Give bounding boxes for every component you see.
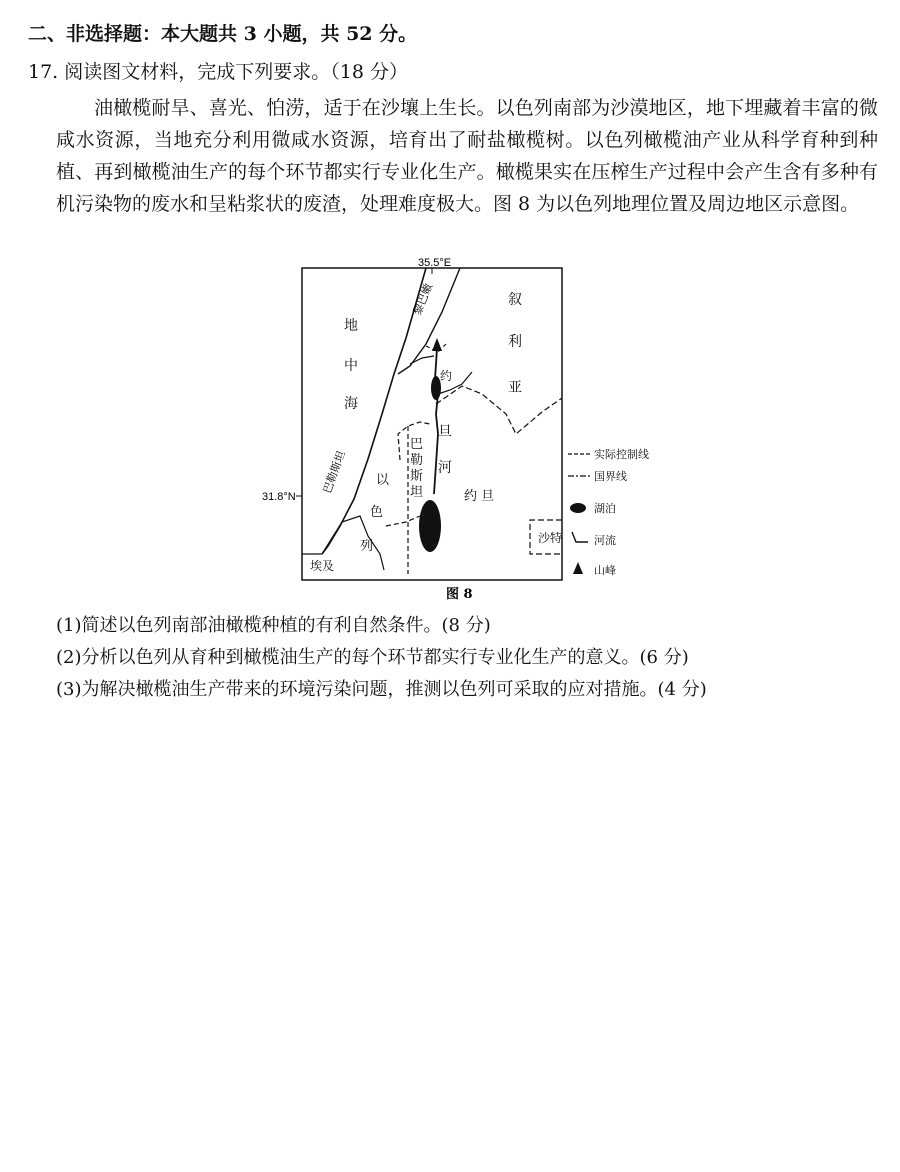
question-2: (2)分析以色列从育种到橄榄油生产的每个环节都实行专业化生产的意义。(6 分) [56,647,689,668]
jordan-label: 约 旦 [464,489,495,504]
legend-border-label: 国界线 [594,470,627,483]
syria-label-1: 叙 [508,292,522,308]
israel-label-3: 列 [360,539,374,554]
dead-sea [419,500,441,552]
israel-label-2: 色 [370,505,384,520]
question-1: (1)简述以色列南部油橄榄种植的有利自然条件。(8 分) [56,615,491,636]
palestine-south-line [386,516,420,526]
question-intro: 17. 阅读图文材料，完成下列要求。（18 分） [28,61,408,83]
legend-control-line-label: 实际控制线 [594,448,649,461]
legend-river-icon [572,532,588,542]
section-header: 二、非选择题：本大题共 3 小题，共 52 分。 [28,23,418,45]
mediterranean-label-3: 海 [344,396,358,412]
mountain-peak [432,338,442,351]
figure-8-map [250,254,670,604]
passage: 油橄榄耐旱、喜光、怕涝，适于在沙壤上生长。以色列南部为沙漠地区，地下埋藏着丰富的微咸水资源，当地充分利用微咸水资源，培育出了耐盐橄榄树。以色列橄榄油产业从科学育种到种植、再到橄榄油生产的每个环节都实行专业化生产。橄榄果实在压榨生产过程中会产生含有多种有机污染物的废水和呈粘浆状的废渣，处理难度极大。图 8 为以色列地理位置及周边地区示意图。 [56,97,878,215]
jordan-river-label-3: 河 [438,460,452,476]
mediterranean-label-2: 中 [344,358,358,374]
jordan-river-label-2: 旦 [438,424,452,440]
mediterranean-label-1: 地 [344,318,358,334]
lebanon-border [398,268,460,374]
syria-jordan-border [436,386,562,434]
legend-lake-icon [570,503,586,513]
palestine-label-3: 斯 [410,469,424,484]
egypt-label: 埃及 [310,559,335,573]
longitude-label: 35.5°E [418,257,452,269]
lebanon-label: 黎巴嫩 [410,281,436,318]
palestine-label-2: 勒 [410,453,424,468]
map-svg [250,254,670,604]
latitude-label: 31.8°N [262,491,296,503]
legend-river-label: 河流 [594,534,616,547]
palestine-west-label: 巴勒斯坦 [320,449,348,496]
israel-label-1: 以 [376,473,390,488]
palestine-label-4: 坦 [410,485,424,500]
syria-label-2: 利 [508,334,522,350]
saudi-label: 沙特 [538,531,563,545]
legend-peak-icon [573,562,583,574]
syria-label-3: 亚 [508,380,522,396]
legend-peak-label: 山峰 [594,564,616,577]
legend-lake-label: 湖泊 [594,502,616,515]
jordan-top-label: 约 [440,369,453,383]
palestine-label-1: 巴 [410,437,424,452]
question-3: (3)为解决橄榄油生产带来的环境污染问题，推测以色列可采取的应对措施。(4 分) [56,679,707,700]
figure-caption: 图 8 [446,587,473,602]
